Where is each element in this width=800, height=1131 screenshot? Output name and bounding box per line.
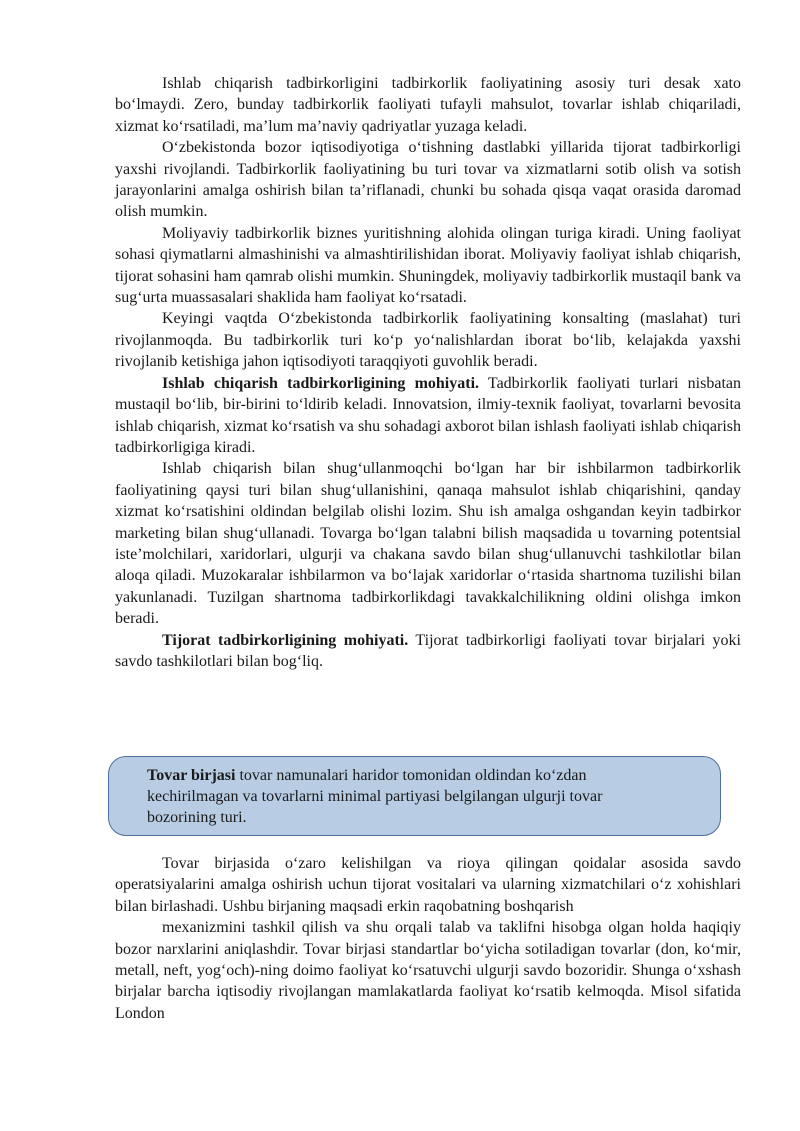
heading-trade-essence: Tijorat tadbirkorligining mohiyati.	[162, 631, 409, 649]
paragraph-commodity-exchange: Tovar birjasida o‘zaro kelishilgan va rioya qilingan qoidalar asosida savdo operatsiyalarini amalga oshirish uchun tijorat vositalari va ularning xizmatchilari o‘z xohishlari bilan birlashadi. Ushbu birjaning maqsadi erkin raqobatning boshqarish	[115, 855, 741, 915]
paragraph-financial-entrepreneurship: Moliyaviy tadbirkorlik biznes yuritishning alohida olingan turiga kiradi. Uning faoliyat sohasi qiymatlarni almashinishi va almashtirilishidan iborat. Moliyaviy faoliyat ishlab chiqarish, tijorat sohasini ham qamrab olishi mumkin. Shuningdek, moliyaviy tadbirkorlik mustaqil bank va sug‘urta muassasalari shaklida ham faoliyat ko‘rsatadi.	[115, 224, 741, 307]
definition-callout-box	[108, 756, 721, 836]
paragraph-production-essence: Ishlab chiqarish tadbirkorligining mohiyati. Tadbirkorlik faoliyati turlari nisbatan mustaqil bo‘lib, bir-birini to‘ldirib keladi. Innovatsion, ilmiy-texnik faoliyat, tovarlarni bevosita ishlab chiqarish, xizmat ko‘rsatish va shu sohadagi axborot bilan ishlash faoliyati ishlab chiqarish tadbirkorligiga kiradi.	[115, 374, 742, 456]
document-body	[115, 73, 741, 672]
document-body-continued	[115, 853, 741, 1024]
paragraph-production-process: Ishlab chiqarish bilan shug‘ullanmoqchi bo‘lgan har bir ishbilarmon tadbirkorlik faoliyatining qaysi turi bilan shug‘ullanishini, qanaqa mahsulot ishlab chiqarishini, qanday xizmat ko‘rsatishini oldindan belgilab olishi lozim. Shu ish amalga oshgandan keyin tadbirkor marketing bilan shug‘ullanadi. Tovarga bo‘lgan talabni bilish maqsadida u tovarning potentsial iste’molchilari, xaridorlari, ulgurji va chakana savdo bilan shug‘ullanuvchi tashkilotlar bilan aloqa qiladi. Muzokaralar ishbilarmon va bo‘lajak xaridorlar o‘rtasida shartnoma tuzilishi bilan yakunlanadi. Tuzilgan shartnoma tadbirkorlikdagi tavakkalchilikning oldini olishga imkon beradi.	[115, 460, 741, 628]
definition-term: Tovar birjasi	[147, 767, 236, 784]
heading-production-essence: Ishlab chiqarish tadbirkorligining mohiyati.	[162, 374, 480, 392]
definition-callout-text: Tovar birjasi tovar namunalari haridor tomonidan oldindan ko‘zdan kechirilmagan va tovarlarni minimal partiyasi belgilangan ulgurji tovar bozorining turi.	[147, 767, 603, 826]
paragraph-trade-entrepreneurship: O‘zbekistonda bozor iqtisodiyotiga o‘tishning dastlabki yillarida tijorat tadbirkorligi yaxshi rivojlandi. Tadbirkorlik faoliyatining bu turi tovar va xizmatlarni sotib olish va sotish jarayonlarini amalga oshirish bilan ta’riflanadi, chunki bu sohada qisqa vaqat orasida daromad olish mumkin.	[115, 139, 741, 221]
paragraph-exchange-mechanism: mexanizmini tashkil qilish va shu orqali talab va taklifni hisobga olgan holda haqiqiy bozor narxlarini aniqlashdir. Tovar birjasi standartlar bo‘yicha sotiladigan tovarlar (don, ko‘mir, metall, neft, yog‘och)-ning doimo faoliyat ko‘rsatuvchi ulgurji savdo bozoridir. Shunga o‘xshash birjalar barcha iqtisodiy rivojlangan mamlakatlarda faoliyat ko‘rsatib kelmoqda. Misol sifatida London	[115, 919, 741, 1022]
paragraph-production-entrepreneurship: Ishlab chiqarish tadbirkorligini tadbirkorlik faoliyatining asosiy turi desak xato bo‘lmaydi. Zero, bunday tadbirkorlik faoliyati tufayli mahsulot, tovarlar ishlab chiqariladi, xizmat ko‘rsatiladi, ma’lum ma’naviy qadriyatlar yuzaga keladi.	[115, 75, 741, 135]
paragraph-trade-essence: Tijorat tadbirkorligining mohiyati. Tijorat tadbirkorligi faoliyati tovar birjalari yoki savdo tashkilotlari bilan bog‘liq.	[115, 631, 742, 670]
paragraph-consulting: Keyingi vaqtda O‘zbekistonda tadbirkorlik faoliyatining konsalting (maslahat) turi rivojlanmoqda. Bu tadbirkorlik turi ko‘p yo‘nalishlardan iborat bo‘lib, kelajakda yaxshi rivojlanib ketishiga jahon iqtisodiyoti taraqqiyoti guvohlik beradi.	[115, 310, 741, 371]
